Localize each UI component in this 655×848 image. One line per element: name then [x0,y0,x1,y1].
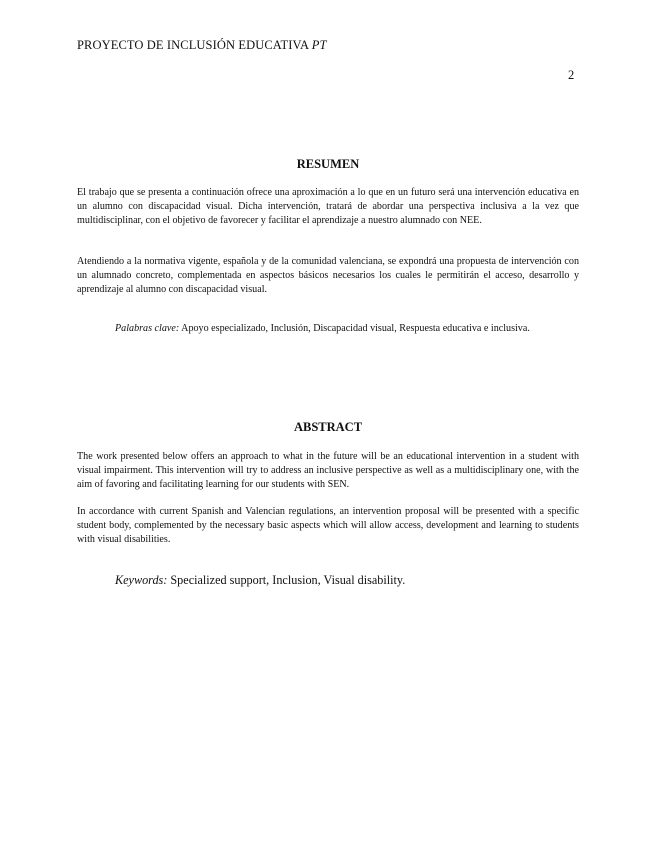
running-head-italic: PT [311,38,327,52]
running-head-title: PROYECTO DE INCLUSIÓN EDUCATIVA [77,38,312,52]
abstract-keywords-text: Specialized support, Inclusion, Visual disability. [167,573,406,587]
abstract-paragraph-1: The work presented below offers an approach to what in the future will be an educational intervention in a student with visual impairment. This intervention will try to address an inclusive perspective as well as a multidisciplinary one, with the aim of favoring and facilitating learning for our students with SEN. [77,451,579,490]
resumen-keywords [77,322,579,336]
resumen-paragraph-2: Atendiendo a la normativa vigente, española y de la comunidad valenciana, se expondrá una propuesta de intervención con un alumnado concreto, complementada en aspectos básicos necesarios los cuales le permitirán el acceso, desarrollo y aprendizaje al alumno con discapacidad visual. [77,256,579,295]
page-number: 2 [568,68,575,82]
resumen-title: RESUMEN [296,157,360,171]
abstract-keywords-label: Keywords: [115,573,168,587]
abstract-paragraph-2: In accordance with current Spanish and Valencian regulations, an intervention proposal will be presented with a specific student body, complemented by the necessary basic aspects which will allow access, development and learning to students with visual disabilities. [77,506,579,545]
resumen-paragraph-1: El trabajo que se presenta a continuación ofrece una aproximación a lo que en un futuro será una intervención educativa en un alumno con discapacidad visual. Dicha intervención, tratará de abordar una perspectiva inclusiva a la vez que multidisciplinar, con el objetivo de favorecer y facilitar el aprendizaje a nuestro alumnado con NEE. [77,187,579,226]
abstract-title: ABSTRACT [293,420,363,434]
abstract-keywords [115,573,405,588]
resumen-keywords-text: Apoyo especializado, Inclusión, Discapacidad visual, Respuesta educativa e inclusiva. [179,323,530,334]
resumen-keywords-label: Palabras clave: [115,323,180,334]
running-head [77,38,327,53]
